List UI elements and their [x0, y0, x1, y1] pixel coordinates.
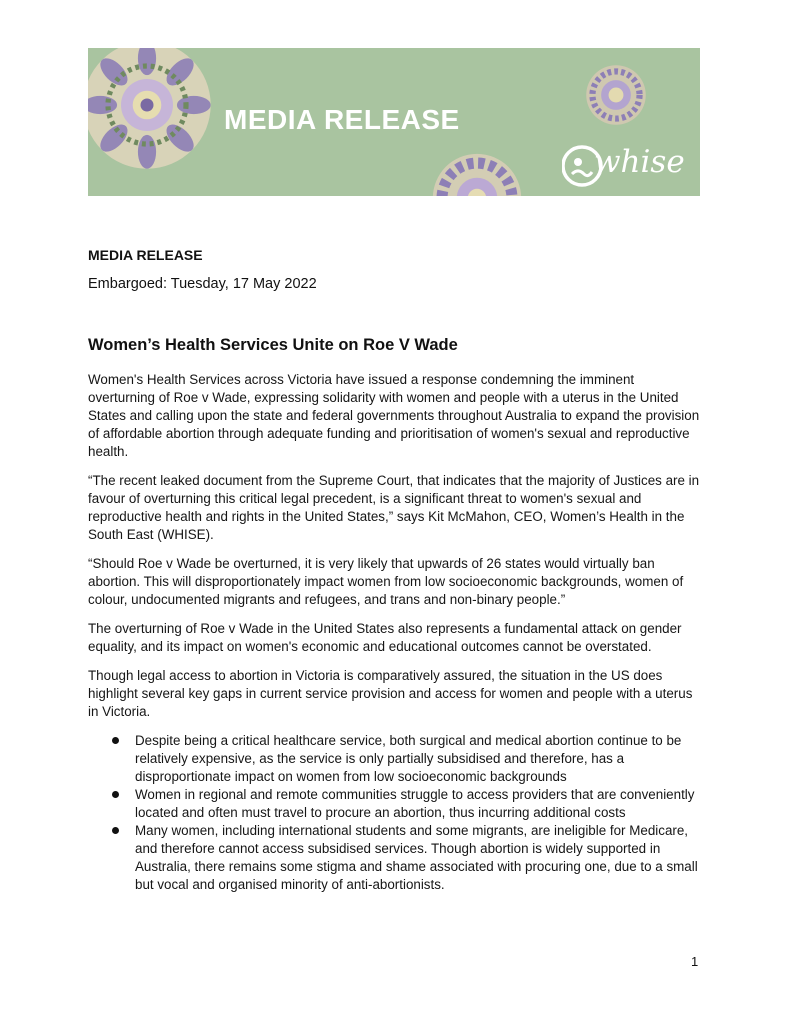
list-item-text: Despite being a critical healthcare service, both surgical and medical abortion continue to be relatively expensive, as the service is only partially subsidised and therefore, has a disproportionate impact on women from low socioeconomic backgrounds — [135, 733, 682, 784]
banner-title: MEDIA RELEASE — [224, 104, 460, 135]
list-item — [88, 786, 700, 822]
bullet-icon — [112, 791, 119, 798]
headline: Women’s Health Services Unite on Roe V Wade — [88, 336, 458, 354]
bullet-icon — [112, 827, 119, 834]
paragraph: Women's Health Services across Victoria have issued a response condemning the imminent overturning of Roe v Wade, expressing solidarity with women and people with a uterus in the United States and calling upon the state and federal governments throughout Australia to expand the provision of affordable abortion through adequate funding and prioritisation of women's sexual and reproductive health. — [88, 372, 700, 459]
mandala-decoration-icon — [431, 152, 523, 196]
mandala-decoration-icon — [585, 64, 647, 126]
whise-logo-text: whise — [594, 144, 685, 180]
media-release-banner — [88, 48, 700, 196]
page-number: 1 — [691, 954, 699, 969]
paragraph: “The recent leaked document from the Supreme Court, that indicates that the majority of Justices are in favour of overturning this critical legal precedent, is a significant threat to women's sexual and reproductive health and rights in the United States,” says Kit McMahon, CEO, Women’s Health in the South East (WHISE). — [88, 473, 700, 542]
list-item — [88, 822, 700, 894]
bullet-icon — [112, 737, 119, 744]
list-item — [88, 732, 700, 786]
list-item-text: Women in regional and remote communities struggle to access providers that are conveniently located and often must travel to procure an abortion, thus incurring additional costs — [135, 787, 695, 820]
paragraph: “Should Roe v Wade be overturned, it is very likely that upwards of 26 states would virtually ban abortion. This will disproportionately impact women from low socioeconomic backgrounds, women of colour, undocumented migrants and refugees, and trans and non-binary people.” — [88, 556, 684, 607]
embargo-date: Embargoed: Tuesday, 17 May 2022 — [88, 276, 317, 292]
gap-list — [88, 732, 700, 894]
release-body — [88, 371, 700, 894]
list-item-text: Many women, including international students and some migrants, are ineligible for Medicare, and therefore cannot access subsidised services. Though abortion is widely supported in Australia, there remains some stigma and shame associated with procuring one, due to a small but vocal and organised minority of anti-abortionists. — [135, 823, 698, 892]
paragraph: Though legal access to abortion in Victoria is comparatively assured, the situation in the US does highlight several key gaps in current service provision and access for women and people with a uterus in Victoria. — [88, 668, 693, 719]
release-label: MEDIA RELEASE — [88, 247, 203, 263]
mandala-decoration-icon — [88, 48, 212, 170]
paragraph: The overturning of Roe v Wade in the United States also represents a fundamental attack on gender equality, and its impact on women's economic and educational outcomes cannot be overstated. — [88, 621, 682, 654]
